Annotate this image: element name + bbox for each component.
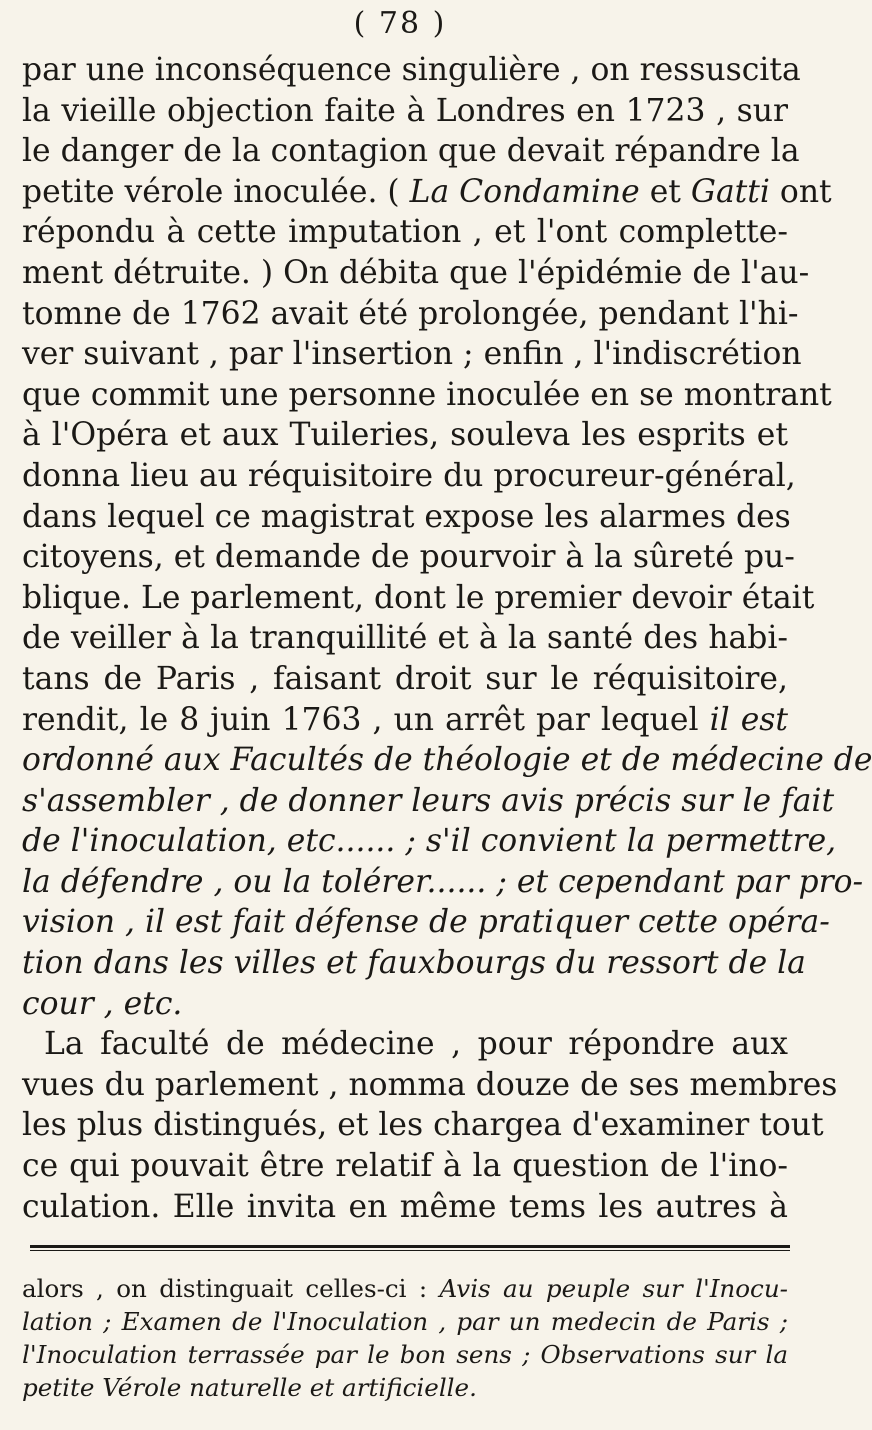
text-fragment: ont	[769, 173, 832, 210]
text-line: la vieille objection faite à Londres en 1723 , sur	[22, 92, 788, 129]
text-line: par une inconséquence singulière , on ressuscita	[22, 52, 801, 88]
text-fragment-italic: Avis au peuple sur l'Inocu-	[439, 1274, 788, 1303]
author-name: Gatti	[690, 173, 770, 210]
page-number: ( 78 )	[353, 6, 447, 41]
text-line: donna lieu au réquisitoire du procureur-général,	[22, 457, 796, 494]
text-line: blique. Le parlement, dont le premier devoir était	[22, 579, 815, 616]
text-fragment: et	[639, 173, 691, 210]
text-fragment: rendit, le 8 juin 1763 , un arrêt par lequel	[22, 701, 699, 738]
footnote-rule-thin	[30, 1250, 790, 1251]
text-line	[22, 700, 788, 741]
text-line: ver suivant , par l'insertion ; enfin , l'indiscrétion	[22, 336, 802, 373]
text-line-italic: ordonné aux Facultés de théologie et de médecine de	[22, 742, 872, 779]
footnote	[22, 1272, 788, 1404]
footnote-line	[22, 1272, 788, 1305]
text-line-italic: cour , etc.	[22, 985, 183, 1022]
text-line-italic: de l'inoculation, etc...... ; s'il convient la permettre,	[22, 823, 837, 860]
text-line: culation. Elle invita en même tems les autres à	[22, 1188, 788, 1225]
footnote-line: l'Inoculation terrassée par le bon sens ; Observations sur la	[22, 1340, 788, 1369]
text-line: à l'Opéra et aux Tuileries, souleva les esprits et	[22, 417, 788, 454]
text-line: tans de Paris , faisant droit sur le réquisitoire,	[22, 660, 788, 697]
text-line: dans lequel ce magistrat expose les alarmes des	[22, 498, 791, 535]
text-line: le danger de la contagion que devait répandre la	[22, 133, 800, 170]
main-text	[22, 50, 872, 1227]
text-line: ce qui pouvait être relatif à la question de l'ino-	[22, 1148, 788, 1185]
text-line: les plus distingués, et les chargea d'examiner tout	[22, 1107, 824, 1144]
text-fragment: alors , on distinguait celles-ci :	[22, 1274, 440, 1303]
footnote-line: petite Vérole naturelle et artificielle.	[22, 1373, 477, 1402]
text-line-italic: tion dans les villes et fauxbourgs du ressort de la	[22, 945, 806, 982]
text-line: citoyens, et demande de pourvoir à la sûreté pu-	[22, 539, 795, 576]
text-line-italic: s'assembler , de donner leurs avis précis sur le fait	[22, 782, 835, 819]
text-line-italic: vision , il est fait défense de pratiquer cette opéra-	[22, 904, 830, 941]
text-fragment: petite vérole inoculée. (	[22, 173, 410, 210]
text-line: répondu à cette imputation , et l'ont complette-	[22, 214, 788, 251]
text-line-italic: la défendre , ou la tolérer...... ; et cependant par pro-	[22, 863, 864, 900]
text-line	[22, 172, 832, 213]
text-line: de veiller à la tranquillité et à la santé des habi-	[22, 620, 788, 657]
text-line: que commit une personne inoculée en se montrant	[22, 376, 832, 413]
text-line: La faculté de médecine , pour répondre aux	[44, 1026, 788, 1063]
footnote-rule	[30, 1245, 790, 1248]
text-line: ment détruite. ) On débita que l'épidémie de l'au-	[22, 254, 810, 291]
author-name: La Condamine	[409, 173, 640, 210]
text-fragment-italic: il est	[709, 701, 789, 738]
footnote-line: lation ; Examen de l'Inoculation , par un medecin de Paris ;	[22, 1307, 788, 1336]
text-line: tomne de 1762 avait été prolongée, pendant l'hi-	[22, 295, 799, 332]
text-line: vues du parlement , nomma douze de ses membres	[22, 1066, 838, 1103]
